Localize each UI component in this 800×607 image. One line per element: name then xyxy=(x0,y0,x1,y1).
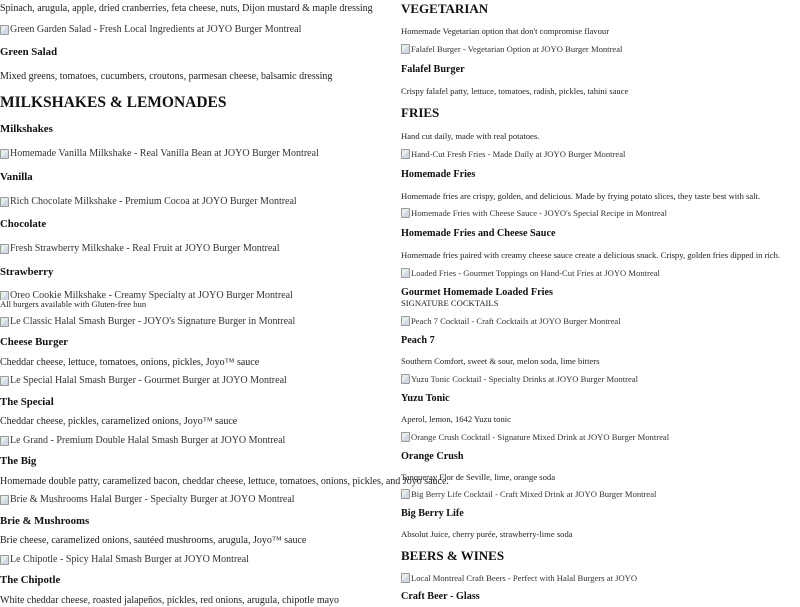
item-desc-falafel: Crispy falafel patty, lettuce, tomatoes, radish, pickles, tahini sauce xyxy=(401,86,629,96)
item-title: Orange Crush xyxy=(401,451,464,462)
broken-image-icon xyxy=(401,149,410,159)
image-alt-text: Loaded Fries - Gourmet Toppings on Hand-Cut Fries at JOYO Montreal xyxy=(411,268,660,278)
fries-image xyxy=(401,208,667,218)
item-title: Cheese Burger xyxy=(0,336,69,348)
cocktail-image xyxy=(401,432,669,442)
broken-image-icon xyxy=(0,555,9,565)
item-title: Homemade Fries and Cheese Sauce xyxy=(401,228,556,239)
broken-image-icon xyxy=(401,573,410,583)
image-alt-text: Le Grand - Premium Double Halal Smash Burger at JOYO Montreal xyxy=(10,435,286,446)
broken-image-icon xyxy=(401,489,410,499)
item-title-strawberry: Strawberry xyxy=(0,266,54,278)
cocktail-image xyxy=(401,374,638,384)
vanilla-image xyxy=(0,148,319,160)
broken-image-icon xyxy=(401,208,410,218)
item-title-falafel: Falafel Burger xyxy=(401,64,465,75)
item-title-chocolate: Chocolate xyxy=(0,218,47,230)
broken-image-icon xyxy=(0,25,9,35)
item-title: Craft Beer - Glass xyxy=(401,591,480,602)
item-desc: White cheddar cheese, roasted jalapeños, pickles, red onions, arugula, chipotle mayo xyxy=(0,595,340,606)
item-title: Homemade Fries xyxy=(401,169,476,180)
broken-image-icon xyxy=(401,374,410,384)
cocktail-image xyxy=(401,316,621,326)
item-desc: Tanqueray Flor de Seville, lime, orange soda xyxy=(401,472,556,482)
broken-image-icon xyxy=(401,44,410,54)
section-heading-vegetarian: VEGETARIAN xyxy=(401,1,489,16)
cocktail-image xyxy=(401,489,656,499)
burger-image xyxy=(0,435,285,447)
burger-image xyxy=(0,375,287,387)
fries-image xyxy=(401,268,660,278)
item-desc: Brie cheese, caramelized onions, sautéed mushrooms, arugula, Joyo™ sauce xyxy=(0,535,307,546)
section-desc-vegetarian: Homemade Vegetarian option that don't compromise flavour xyxy=(401,26,610,36)
beer-image xyxy=(401,573,637,583)
image-alt-text: Big Berry Life Cocktail - Craft Mixed Drink at JOYO Burger Montreal xyxy=(411,489,657,499)
broken-image-icon xyxy=(0,495,9,505)
image-alt-text: Brie & Mushrooms Halal Burger - Specialty Burger at JOYO Montreal xyxy=(10,494,295,505)
item-desc-green-salad: Mixed greens, tomatoes, cucumbers, croutons, parmesan cheese, balsamic dressing xyxy=(0,71,333,82)
green-salad-image xyxy=(0,24,301,36)
burger-image xyxy=(0,316,295,328)
strawberry-image xyxy=(0,243,280,255)
item-title: The Big xyxy=(0,455,37,467)
image-alt-text: Hand-Cut Fresh Fries - Made Daily at JOYO Burger Montreal xyxy=(411,149,626,159)
chocolate-image xyxy=(0,196,297,208)
image-alt-text: Peach 7 Cocktail - Craft Cocktails at JOYO Burger Montreal xyxy=(411,316,621,326)
salad-description: Spinach, arugula, apple, dried cranberries, feta cheese, nuts, Dijon mustard & maple dressing xyxy=(0,3,373,14)
item-desc: Homemade fries are crispy, golden, and delicious. Made by frying potato slices, they taste best with salt. xyxy=(401,191,761,201)
section-heading-beers: BEERS & WINES xyxy=(401,548,505,563)
item-title: Yuzu Tonic xyxy=(401,393,450,404)
subheading-milkshakes: Milkshakes xyxy=(0,123,53,135)
item-title: The Chipotle xyxy=(0,574,61,586)
image-alt-text: Le Chipotle - Spicy Halal Smash Burger at JOYO Montreal xyxy=(10,554,249,565)
item-desc: Absolut Juice, cherry purée, strawberry-lime soda xyxy=(401,529,573,539)
image-alt-text: Homemade Vanilla Milkshake - Real Vanilla Bean at JOYO Burger Montreal xyxy=(10,148,319,159)
burger-image xyxy=(0,494,295,506)
item-title: Big Berry Life xyxy=(401,508,464,519)
burger-image xyxy=(0,554,249,566)
image-alt-text: Le Classic Halal Smash Burger - JOYO's Signature Burger in Montreal xyxy=(10,316,296,327)
broken-image-icon xyxy=(401,432,410,442)
image-alt-text: Le Special Halal Smash Burger - Gourmet Burger at JOYO Montreal xyxy=(10,375,287,386)
section-heading-fries: FRIES xyxy=(401,105,440,120)
image-alt-text: Rich Chocolate Milkshake - Premium Cocoa at JOYO Burger Montreal xyxy=(10,196,297,207)
section-heading-cocktails: SIGNATURE COCKTAILS xyxy=(401,298,499,308)
item-desc: Cheddar cheese, lettuce, tomatoes, onions, pickles, Joyo™ sauce xyxy=(0,357,260,368)
item-title-green-salad: Green Salad xyxy=(0,46,58,58)
item-desc: Homemade fries paired with creamy cheese sauce create a delicious snack. Crispy, golden fries dipped in rich. xyxy=(401,250,781,260)
item-title: Gourmet Homemade Loaded Fries xyxy=(401,287,553,298)
item-desc: Cheddar cheese, pickles, caramelized onions, Joyo™ sauce xyxy=(0,416,238,427)
item-desc: Aperol, lemon, 1642 Yuzu tonic xyxy=(401,414,511,424)
item-title-vanilla: Vanilla xyxy=(0,171,33,183)
broken-image-icon xyxy=(0,376,9,386)
broken-image-icon xyxy=(0,436,9,446)
image-alt-text: Oreo Cookie Milkshake - Creamy Specialty at JOYO Burger Montreal xyxy=(10,290,293,300)
broken-image-icon xyxy=(0,197,9,207)
item-desc: Homemade double patty, caramelized bacon, cheddar cheese, lettuce, tomatoes, onions, pickles, and Joyo sauce. xyxy=(0,476,449,487)
broken-image-icon xyxy=(0,149,9,159)
image-alt-text: Homemade Fries with Cheese Sauce - JOYO's Special Recipe in Montreal xyxy=(411,208,667,218)
image-alt-text: Orange Crush Cocktail - Signature Mixed Drink at JOYO Burger Montreal xyxy=(411,432,670,442)
broken-image-icon xyxy=(0,317,9,327)
broken-image-icon xyxy=(401,268,410,278)
item-title: Brie & Mushrooms xyxy=(0,515,90,527)
image-alt-text: Local Montreal Craft Beers - Perfect with Halal Burgers at JOYO xyxy=(411,573,638,583)
item-desc: Southern Comfort, sweet & sour, melon soda, lime bitters xyxy=(401,356,600,366)
gluten-free-note: All burgers available with Gluten-free bun xyxy=(0,299,147,309)
broken-image-icon xyxy=(0,244,9,254)
falafel-image xyxy=(401,44,622,54)
section-heading-milkshakes: MILKSHAKES & LEMONADES xyxy=(0,94,227,111)
image-alt-text: Green Garden Salad - Fresh Local Ingredients at JOYO Burger Montreal xyxy=(10,24,302,35)
section-desc-fries: Hand cut daily, made with real potatoes. xyxy=(401,131,540,141)
fries-image xyxy=(401,149,625,159)
item-title: Peach 7 xyxy=(401,335,435,346)
broken-image-icon xyxy=(401,316,410,326)
image-alt-text: Fresh Strawberry Milkshake - Real Fruit at JOYO Burger Montreal xyxy=(10,243,280,254)
item-title: The Special xyxy=(0,396,54,408)
image-alt-text: Falafel Burger - Vegetarian Option at JOYO Burger Montreal xyxy=(411,44,623,54)
image-alt-text: Yuzu Tonic Cocktail - Specialty Drinks at JOYO Burger Montreal xyxy=(411,374,639,384)
